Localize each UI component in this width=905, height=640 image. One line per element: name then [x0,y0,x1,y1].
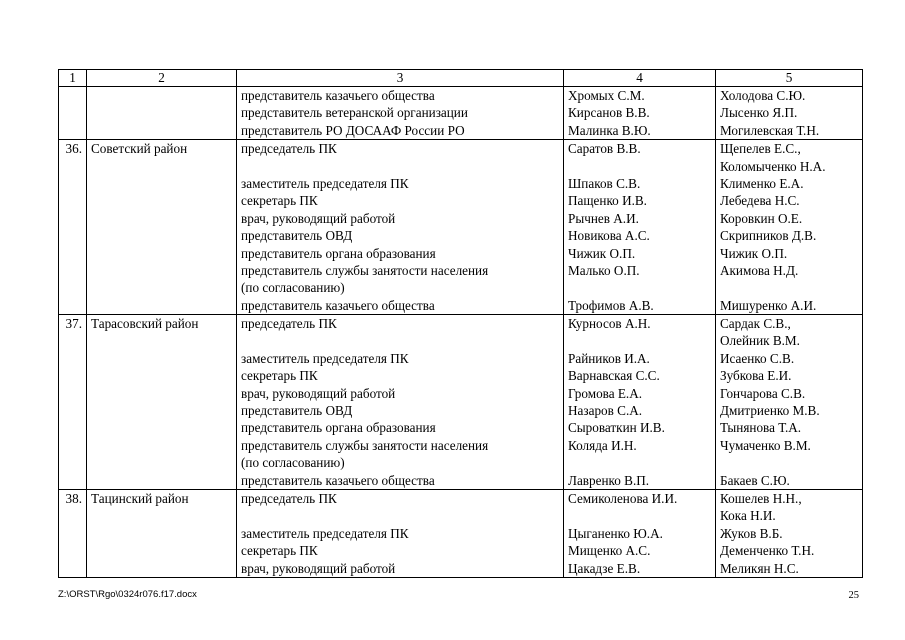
member-name: Курносов А.Н. [568,316,651,332]
role-line: представитель ОВД [241,403,353,419]
col-header-3: 3 [237,70,564,87]
district-name: Советский район [87,140,237,315]
member-name: Семиколенова И.И. [568,490,678,506]
role-line: секретарь ПК [241,368,318,384]
header-row [59,70,863,87]
member-name: Новикова А.С. [568,228,650,244]
member-name [568,454,711,471]
member-cell [564,489,716,577]
col-header-4: 4 [564,70,716,87]
reserve-name: Меликян Н.С. [720,560,799,576]
member-name: Цакадзе Е.В. [568,560,641,576]
role-cell [237,87,564,140]
reserve-name: Кошелев Н.Н., [720,490,802,506]
member-name: Кирсанов В.В. [568,105,650,121]
member-name: Малько О.П. [568,262,640,278]
table-row [59,489,863,577]
reserve-name: Гончарова С.В. [720,385,806,401]
member-name: Лавренко В.П. [568,472,650,488]
col-header-2: 2 [87,70,237,87]
reserve-name [720,279,858,296]
role-line: заместитель председателя ПК [241,525,409,541]
col-header-1: 1 [59,70,87,87]
member-name: Коляда И.Н. [568,437,637,453]
role-line: председатель ПК [241,316,337,332]
member-name: Мищенко А.С. [568,543,651,559]
role-line: представитель ветеранской организации [241,105,468,121]
member-name: Чижик О.П. [568,245,636,261]
reserve-name: Исаенко С.В. [720,350,795,366]
member-name: Цыганенко Ю.А. [568,525,663,541]
member-cell [564,315,716,490]
role-line [241,158,559,175]
reserve-name: Акимова Н.Д. [720,262,799,278]
member-name: Громова Е.А. [568,385,643,401]
district-name [87,87,237,140]
role-line: секретарь ПК [241,193,318,209]
row-number: 37. [59,315,87,490]
role-line: заместитель председателя ПК [241,350,409,366]
reserve-name: Коломыченко Н.А. [720,158,826,174]
reserve-cell [716,87,863,140]
table-body [59,87,863,578]
reserve-name: Мишуренко А.И. [720,297,817,313]
reserve-name: Скрипников Д.В. [720,228,817,244]
district-name: Тацинский район [87,489,237,577]
reserve-name: Сардак С.В., [720,316,791,332]
committee-table [58,69,863,578]
member-cell [564,87,716,140]
reserve-name: Тынянова Т.А. [720,420,802,436]
role-line: врач, руководящий работой [241,385,396,401]
reserve-name: Жуков В.Б. [720,525,783,541]
reserve-name: Олейник В.М. [720,333,800,349]
role-cell [237,140,564,315]
reserve-cell [716,315,863,490]
reserve-name [720,454,858,471]
role-line: представитель ОВД [241,228,353,244]
reserve-name: Кока Н.И. [720,508,776,524]
role-line: (по согласованию) [241,455,345,471]
reserve-name: Коровкин О.Е. [720,210,803,226]
member-name: Назаров С.А. [568,403,643,419]
row-number [59,87,87,140]
reserve-name: Лысенко Я.П. [720,105,798,121]
role-line: врач, руководящий работой [241,560,396,576]
footer-page-number: 25 [848,590,859,601]
member-name [568,332,711,349]
member-name: Рычнев А.И. [568,210,639,226]
member-name: Варнавская С.С. [568,368,660,384]
reserve-name: Деменченко Т.Н. [720,543,815,559]
role-line: представитель органа образования [241,420,436,436]
member-name: Хромых С.М. [568,88,645,103]
district-name: Тарасовский район [87,315,237,490]
role-line: (по согласованию) [241,280,345,296]
reserve-name: Лебедева Н.С. [720,193,800,209]
role-line: председатель ПК [241,141,337,157]
member-name: Малинка В.Ю. [568,122,651,138]
reserve-cell [716,489,863,577]
role-line: представитель казачьего общества [241,88,435,103]
role-cell [237,489,564,577]
table-row [59,87,863,140]
role-line [241,507,559,524]
role-line: председатель ПК [241,490,337,506]
role-cell [237,315,564,490]
member-name: Сыроваткин И.В. [568,420,665,436]
footer-file-path: Z:\ORST\Rgo\0324r076.f17.docx [58,589,197,600]
table-row [59,315,863,490]
reserve-cell [716,140,863,315]
row-number: 36. [59,140,87,315]
reserve-name: Могилевская Т.Н. [720,122,820,138]
role-line: врач, руководящий работой [241,210,396,226]
member-name: Шпаков С.В. [568,175,641,191]
row-number: 38. [59,489,87,577]
role-line: представитель службы занятости населения [241,437,489,453]
role-line: секретарь ПК [241,543,318,559]
reserve-name: Щепелев Е.С., [720,141,801,157]
reserve-name: Чижик О.П. [720,245,788,261]
reserve-name: Чумаченко В.М. [720,437,811,453]
member-name: Пащенко И.В. [568,193,647,209]
member-name [568,279,711,296]
reserve-name: Дмитриенко М.В. [720,403,820,419]
member-cell [564,140,716,315]
col-header-5: 5 [716,70,863,87]
member-name [568,158,711,175]
table-row [59,140,863,315]
reserve-name: Зубкова Е.И. [720,368,792,384]
role-line: заместитель председателя ПК [241,175,409,191]
reserve-name: Холодова С.Ю. [720,88,806,103]
role-line: представитель органа образования [241,245,436,261]
role-line [241,332,559,349]
reserve-name: Бакаев С.Ю. [720,472,790,488]
member-name: Саратов В.В. [568,141,641,157]
member-name: Трофимов А.В. [568,297,654,313]
member-name: Райников И.А. [568,350,650,366]
member-name [568,507,711,524]
role-line: представитель службы занятости населения [241,262,489,278]
role-line: представитель казачьего общества [241,472,435,488]
reserve-name: Клименко Е.А. [720,175,804,191]
role-line: представитель РО ДОСААФ России РО [241,122,465,138]
role-line: представитель казачьего общества [241,297,435,313]
